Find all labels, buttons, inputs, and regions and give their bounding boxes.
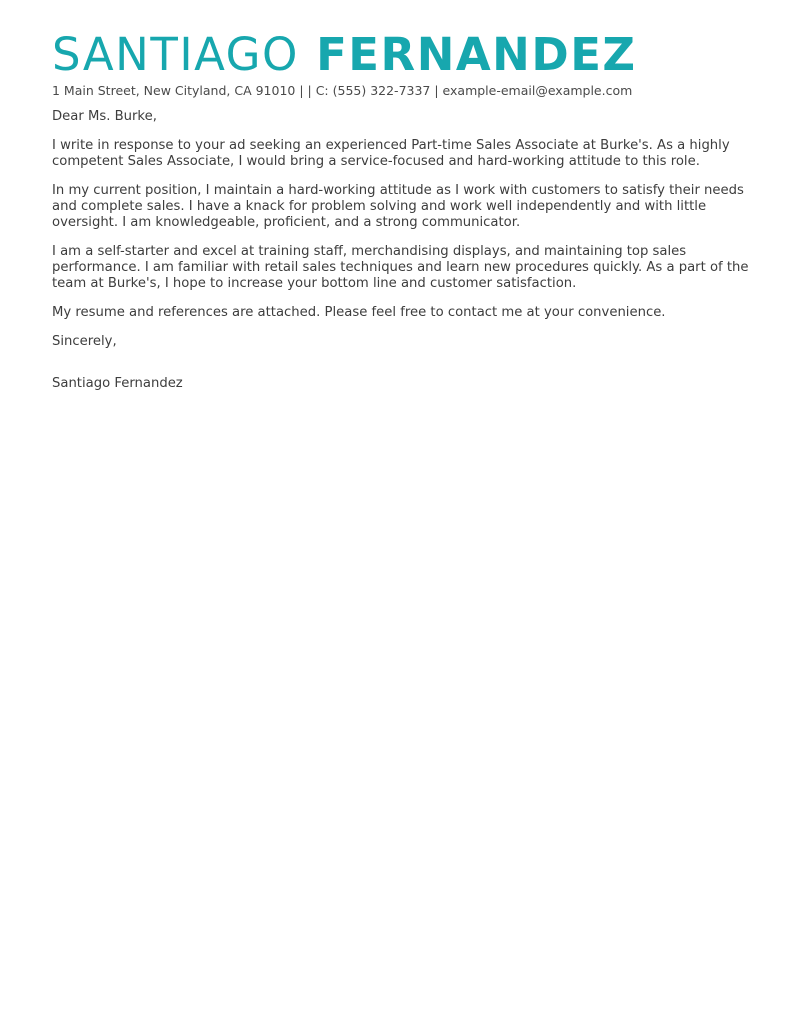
salutation: Dear Ms. Burke, bbox=[52, 109, 157, 124]
applicant-name-heading bbox=[52, 28, 752, 82]
cover-letter-page bbox=[52, 28, 752, 405]
contact-info-line: 1 Main Street, New Cityland, CA 91010 | | C: (555) 322-7337 | example-email@example.com bbox=[52, 83, 633, 98]
body-paragraph-2: In my current position, I maintain a hard-working attitude as I work with customers to satisfy their needs and complete sales. I have a knack for problem solving and work well independently and with little oversight. I am knowledgeable, proficient, and a strong communicator. bbox=[52, 183, 744, 230]
body-paragraph-1: I write in response to your ad seeking an experienced Part-time Sales Associate at Burke's. As a highly competent Sales Associate, I would bring a service-focused and hard-working attitude to this role. bbox=[52, 138, 730, 169]
body-paragraph-3: I am a self-starter and excel at training staff, merchandising displays, and maintaining top sales performance. I am familiar with retail sales techniques and learn new procedures quickly. As a part of the team at Burke's, I hope to increase your bottom line and customer satisfaction. bbox=[52, 244, 749, 291]
signature-name: Santiago Fernandez bbox=[52, 376, 183, 391]
last-name: FERNANDEZ bbox=[316, 28, 637, 81]
letter-body bbox=[52, 109, 752, 392]
first-name: SANTIAGO bbox=[52, 28, 299, 81]
closing: Sincerely, bbox=[52, 334, 117, 349]
body-paragraph-4: My resume and references are attached. Please feel free to contact me at your convenience. bbox=[52, 305, 666, 320]
